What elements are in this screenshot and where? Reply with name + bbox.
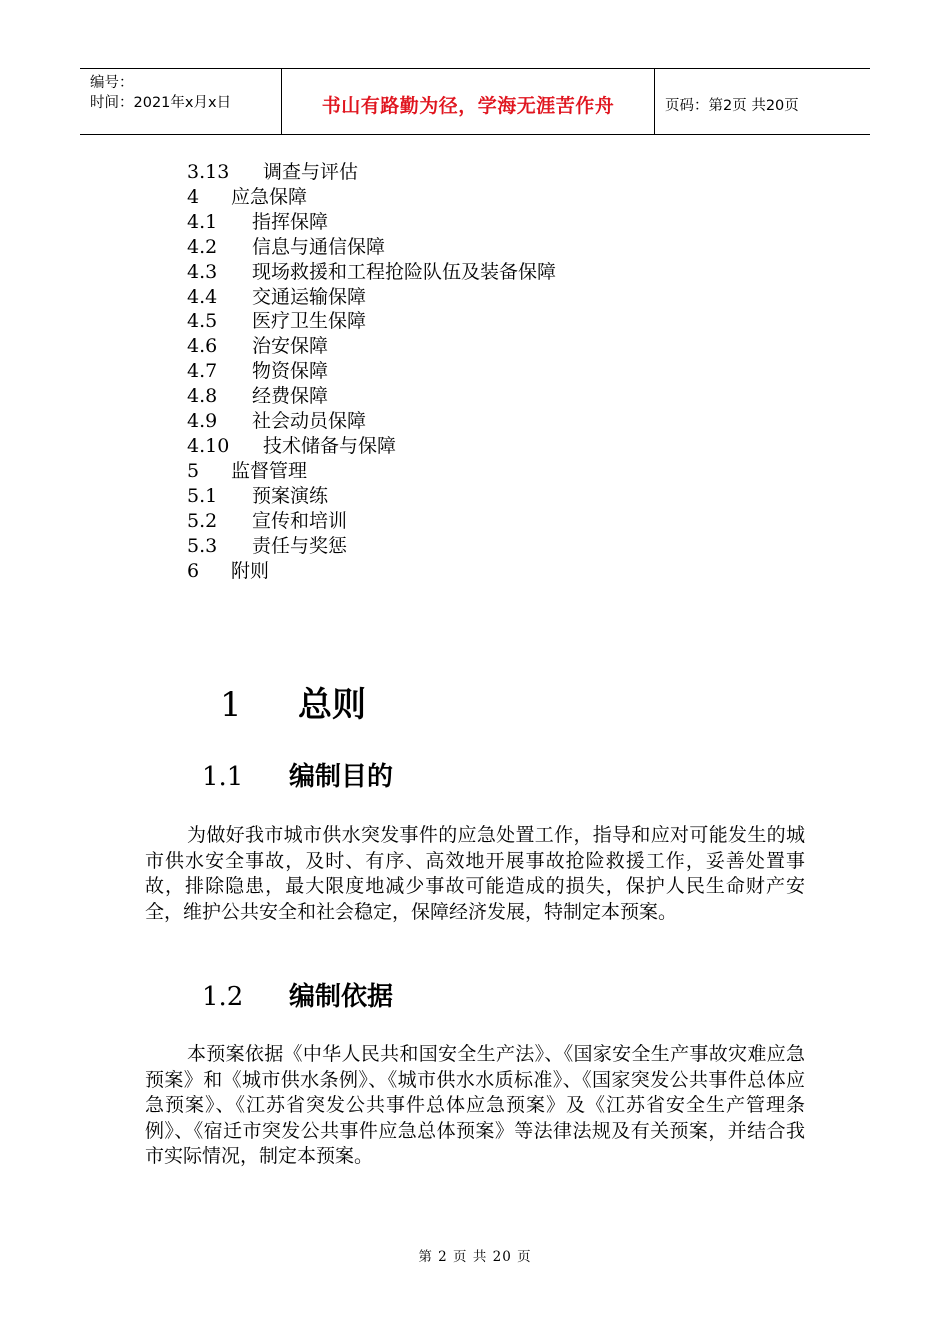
toc-item <box>187 309 556 334</box>
toc-item <box>187 409 556 434</box>
toc-item-number: 4.8 <box>187 385 218 408</box>
chapter-heading <box>220 683 366 727</box>
toc-item-title: 社会动员保障 <box>252 410 367 433</box>
toc-item-title: 应急保障 <box>231 185 308 208</box>
toc-item-number: 5 <box>187 459 200 482</box>
toc-item <box>187 210 556 235</box>
toc-item-number: 4.1 <box>187 210 218 233</box>
toc-item-title: 治安保障 <box>252 335 329 358</box>
toc-item-title: 预案演练 <box>252 484 329 507</box>
chapter-title: 总则 <box>298 685 366 725</box>
toc-item-number: 6 <box>187 559 200 582</box>
section-number: 1.2 <box>202 982 244 1012</box>
toc-item-title: 宣传和培训 <box>252 509 348 532</box>
page-footer: 第 2 页 共 20 页 <box>418 1249 532 1265</box>
header-page-number: 页码：第2页 共20页 <box>665 98 799 114</box>
toc-item-number: 5.1 <box>187 484 218 507</box>
toc-item <box>187 384 556 409</box>
table-of-contents <box>187 160 556 583</box>
toc-item <box>187 185 556 210</box>
toc-item-number: 4 <box>187 185 200 208</box>
toc-item-title: 附则 <box>231 559 270 582</box>
toc-item-title: 技术储备与保障 <box>263 434 397 457</box>
section-paragraph: 本预案依据《中华人民共和国安全生产法》、《国家安全生产事故灾难应急预案》和《城市供水条例》、《城市供水水质标准》、《国家突发公共事件总体应急预案》、《江苏省突发公共事件总体应急预案》及《江苏省安全生产管理条例》、《宿迁市突发公共事件应急总体预案》等法律法规及有关预案，并结合我市实际情况，制定本预案。 <box>145 1043 805 1167</box>
toc-item <box>187 235 556 260</box>
toc-item <box>187 160 556 185</box>
document-time-label: 时间：2021年x月x日 <box>90 95 232 111</box>
section-heading <box>202 980 393 1014</box>
toc-item <box>187 559 556 584</box>
section-title: 编制目的 <box>289 762 394 792</box>
section-heading <box>202 760 393 794</box>
toc-item-title: 医疗卫生保障 <box>252 310 367 333</box>
toc-item <box>187 359 556 384</box>
toc-item-number: 5.3 <box>187 534 218 557</box>
toc-item-number: 4.6 <box>187 335 218 358</box>
toc-item <box>187 434 556 459</box>
header-motto: 书山有路勤为径，学海无涯苦作舟 <box>282 69 655 134</box>
toc-item-title: 责任与奖惩 <box>252 534 348 557</box>
toc-item-number: 4.7 <box>187 360 218 383</box>
toc-item-number: 4.10 <box>187 434 230 457</box>
toc-item-title: 现场救援和工程抢险队伍及装备保障 <box>252 260 557 283</box>
toc-item-title: 监督管理 <box>231 459 308 482</box>
section-paragraph: 为做好我市城市供水突发事件的应急处置工作，指导和应对可能发生的城市供水安全事故，及时、有序、高效地开展事故抢险救援工作，妥善处置事故，排除隐患，最大限度地减少事故可能造成的损失，保护人民生命财产安全，维护公共安全和社会稳定，保障经济发展，特制定本预案。 <box>145 824 805 923</box>
toc-item-title: 交通运输保障 <box>252 285 367 308</box>
toc-item-title: 调查与评估 <box>263 161 359 183</box>
toc-item <box>187 334 556 359</box>
toc-item-number: 5.2 <box>187 509 218 532</box>
header-meta <box>80 69 282 134</box>
toc-item <box>187 260 556 285</box>
toc-item-number: 4.4 <box>187 285 218 308</box>
page-header <box>80 68 870 135</box>
toc-item <box>187 534 556 559</box>
chapter-number: 1 <box>220 685 242 725</box>
document-number-label: 编号： <box>90 75 134 91</box>
toc-item <box>187 285 556 310</box>
toc-item-title: 指挥保障 <box>252 210 329 233</box>
toc-item-number: 3.13 <box>187 161 230 183</box>
section-number: 1.1 <box>202 762 244 792</box>
toc-item-number: 4.5 <box>187 310 218 333</box>
toc-item <box>187 509 556 534</box>
toc-item-number: 4.3 <box>187 260 218 283</box>
toc-item-number: 4.2 <box>187 235 218 258</box>
toc-item <box>187 459 556 484</box>
toc-item-title: 经费保障 <box>252 385 329 408</box>
section-title: 编制依据 <box>289 982 394 1012</box>
toc-item-number: 4.9 <box>187 410 218 433</box>
toc-item-title: 物资保障 <box>252 360 329 383</box>
toc-item-title: 信息与通信保障 <box>252 235 386 258</box>
toc-item <box>187 484 556 509</box>
